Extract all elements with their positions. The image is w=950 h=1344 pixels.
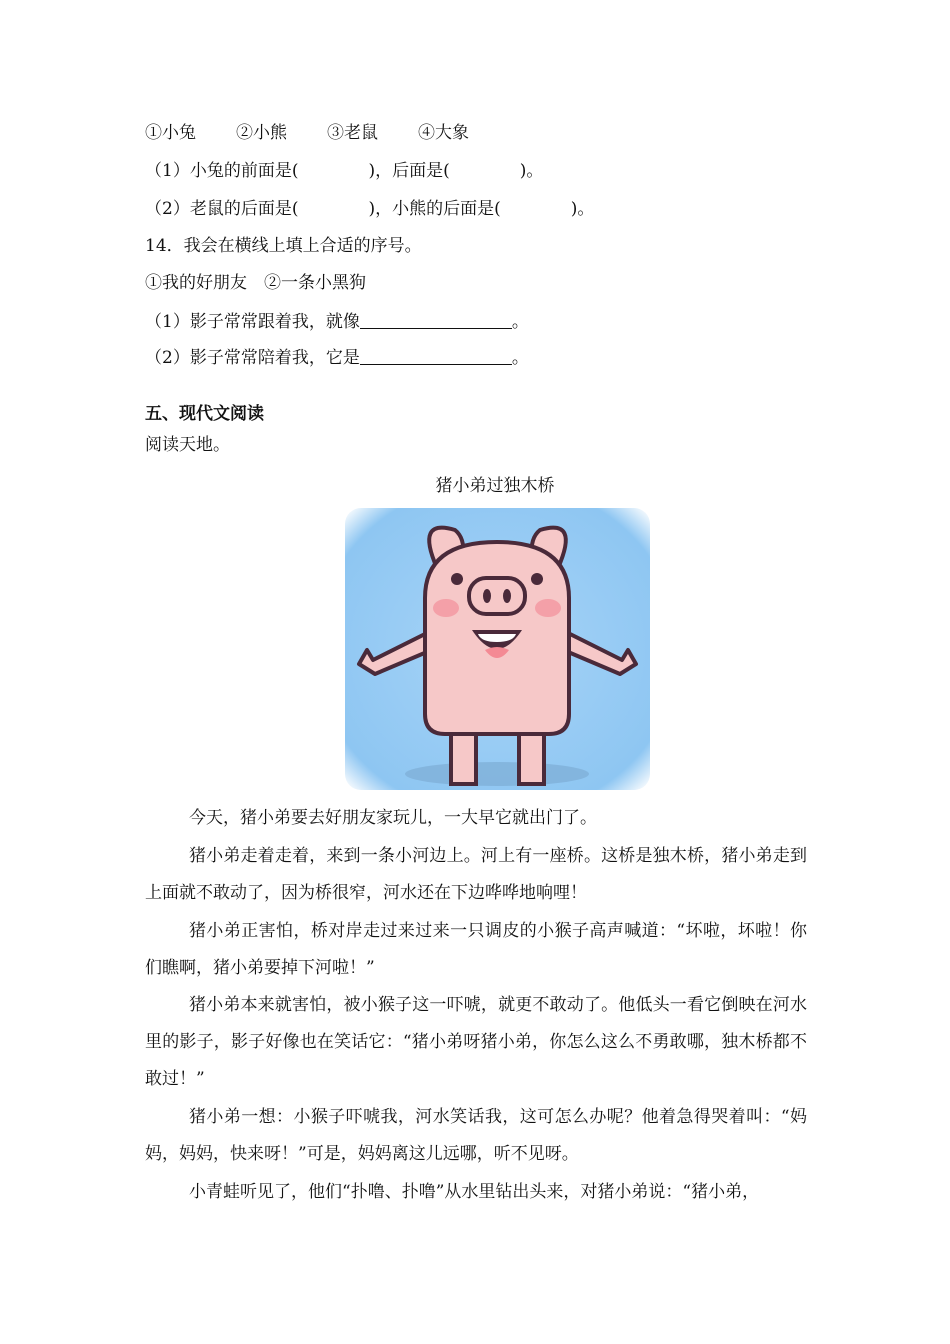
paragraph-5: 猪小弟一想：小猴子吓唬我，河水笑话我，这可怎么办呢？他着急得哭着叫：“妈妈，妈妈，快来呀！”可是，妈妈离这儿远哪，听不见呀。	[145, 1107, 807, 1164]
pig-illustration	[345, 508, 650, 790]
option-mouse: ③老鼠	[327, 123, 378, 143]
paragraph-2: 猪小弟走着走着，来到一条小河边上。河上有一座桥。这桥是独木桥，猪小弟走到上面就不敢动了，因为桥很窄，河水还在下边哗哗地响哩！	[145, 846, 807, 903]
option-rabbit: ①小兔	[145, 123, 196, 143]
q14-line-1: （1）影子常常跟着我，就像 。	[145, 312, 529, 332]
q13-line-2: （2）老鼠的后面是( )，小熊的后面是( )。	[145, 199, 595, 219]
q13-line-1: （1）小兔的前面是( )，后面是( )。	[145, 161, 544, 181]
q14-line-2: （2）影子常常陪着我，它是 。	[145, 348, 529, 368]
section-title: 五、现代文阅读	[145, 404, 264, 424]
section-intro: 阅读天地。	[145, 435, 230, 455]
story-title: 猪小弟过独木桥	[435, 476, 555, 496]
q13-options	[145, 121, 509, 145]
paragraph-6: 小青蛙听见了，他们“扑噜、扑噜”从水里钻出头来，对猪小弟说：“猪小弟，	[189, 1182, 760, 1202]
answer-underline[interactable]	[360, 346, 512, 365]
answer-underline[interactable]	[360, 310, 512, 329]
q14-options: ①我的好朋友 ②一条小黑狗	[145, 273, 366, 293]
q14-prompt: 14．我会在横线上填上合适的序号。	[145, 236, 422, 256]
paragraph-4: 猪小弟本来就害怕，被小猴子这一吓唬，就更不敢动了。他低头一看它倒映在河水里的影子，影子好像也在笑话它：“猪小弟呀猪小弟，你怎么这么不勇敢哪，独木桥都不敢过！”	[145, 995, 807, 1089]
paragraph-3: 猪小弟正害怕，桥对岸走过来过来一只调皮的小猴子高声喊道：“坏啦，坏啦！你们瞧啊，猪小弟要掉下河啦！”	[145, 921, 807, 978]
paragraph-1: 今天，猪小弟要去好朋友家玩儿，一大早它就出门了。	[189, 808, 597, 828]
option-elephant: ④大象	[418, 123, 469, 143]
option-bear: ②小熊	[236, 123, 287, 143]
